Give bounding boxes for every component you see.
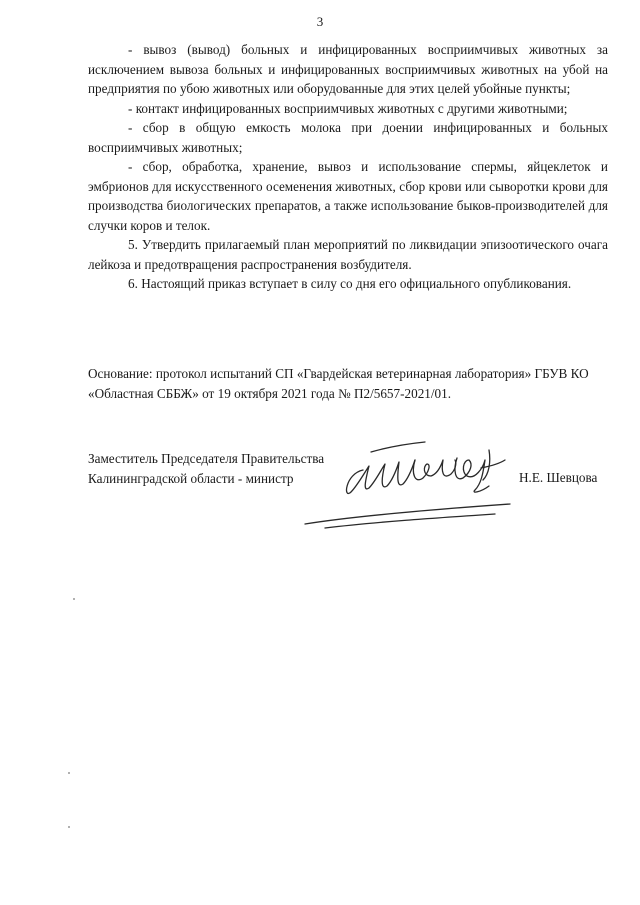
scan-speck: [68, 772, 70, 774]
order-body: [88, 40, 608, 294]
list-item-milk: - сбор в общую емкость молока при доении инфицированных и больных восприимчивых животных;: [88, 120, 608, 155]
signatory-name: Н.Е. Шевцова: [519, 470, 598, 485]
clause-5: 5. Утвердить прилагаемый план мероприятий по ликвидации эпизоотического очага лейкоза и предотвращения распространения возбудителя.: [88, 237, 608, 272]
signatory-position-line-1: Заместитель Председателя Правительства: [88, 451, 325, 466]
clause-6: 6. Настоящий приказ вступает в силу со дня его официального опубликования.: [128, 276, 572, 291]
list-item-contact: - контакт инфицированных восприимчивых животных с другими животными;: [128, 100, 568, 116]
signatory-position-line-2: Калининградской области - министр: [88, 470, 294, 486]
handwritten-signature: [285, 430, 525, 540]
list-item-sperm: - сбор, обработка, хранение, вывоз и использование спермы, яйцеклеток и эмбрионов для искусственного осеменения животных, сбор крови или сыворотки крови для производства биологических препаратов, а также использование быков-производителей для случки коров и телок.: [88, 159, 608, 233]
scan-speck: [73, 598, 75, 600]
basis-note: Основание: протокол испытаний СП «Гвардейская ветеринарная лаборатория» ГБУВ КО «Областная СББЖ» от 19 октября 2021 года № П2/5657-2021/01.: [88, 366, 589, 401]
page-number: 3: [316, 14, 324, 29]
scan-speck: [68, 826, 70, 828]
list-item-removal: - вывоз (вывод) больных и инфицированных восприимчивых животных за исключением вывоза больных и инфицированных восприимчивых животных на убой на предприятия по убою животных или оборудованные для этих целей убойные пункты;: [88, 42, 608, 96]
